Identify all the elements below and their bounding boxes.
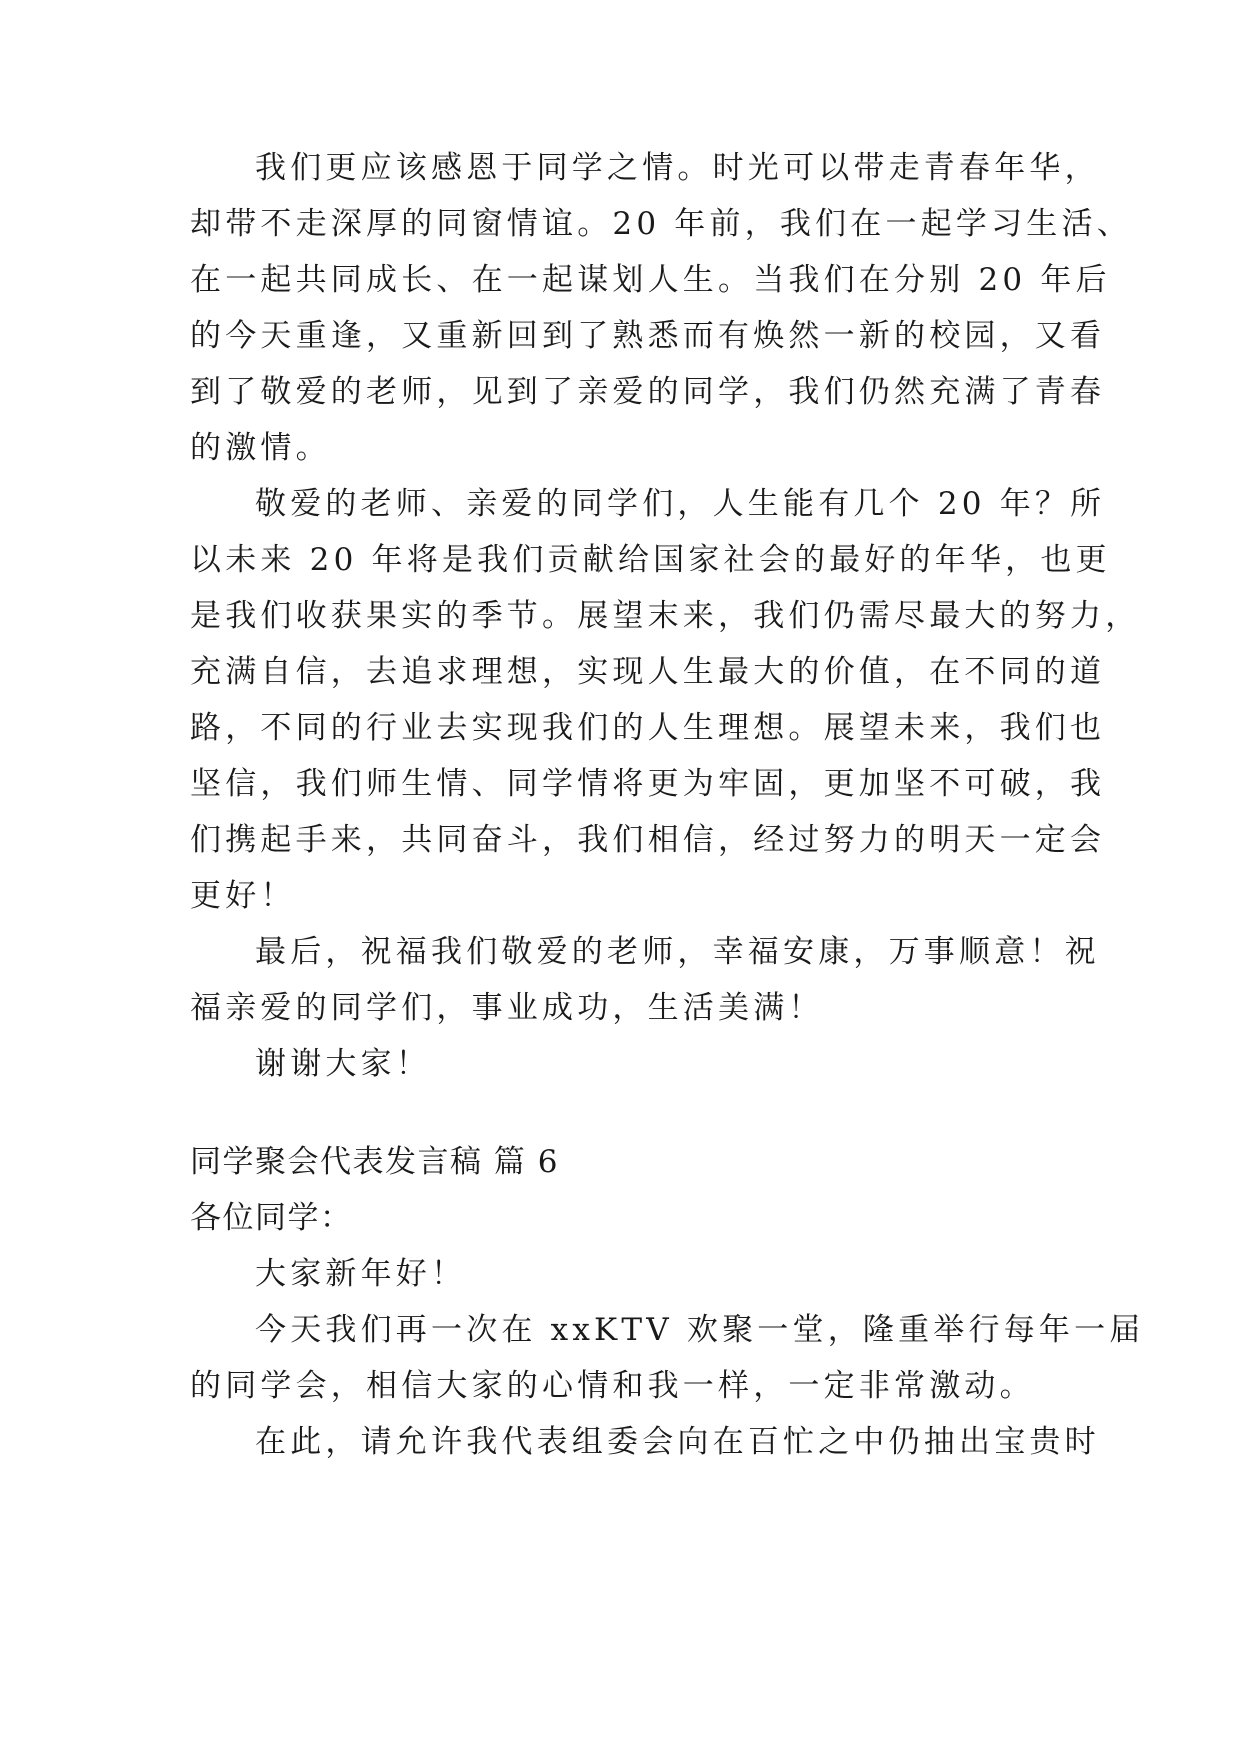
section-title: 同学聚会代表发言稿 篇 6 [190,1144,559,1180]
paragraph-1-line-5: 到了敬爱的老师，见到了亲爱的同学，我们仍然充满了青春 [190,374,1106,410]
paragraph-3-line-2: 福亲爱的同学们，事业成功，生活美满！ [190,990,824,1026]
paragraph-1-line-6: 的激情。 [190,430,331,466]
paragraph-2-line-7: 们携起手来，共同奋斗，我们相信，经过努力的明天一定会 [190,822,1106,858]
paragraph-1-line-2: 却带不走深厚的同窗情谊。20 年前，我们在一起学习生活、 [190,206,1132,242]
paragraph-1-line-1: 我们更应该感恩于同学之情。时光可以带走青春年华， [255,150,1100,186]
paragraph-2-line-4: 充满自信，去追求理想，实现人生最大的价值，在不同的道 [190,654,1106,690]
paragraph-2-line-1: 敬爱的老师、亲爱的同学们，人生能有几个 20 年？所 [255,486,1106,522]
paragraph-7-line-1: 在此，请允许我代表组委会向在百忙之中仍抽出宝贵时 [255,1424,1100,1460]
paragraph-1-line-4: 的今天重逢，又重新回到了熟悉而有焕然一新的校园，又看 [190,318,1106,354]
paragraph-6-line-2: 的同学会，相信大家的心情和我一样，一定非常激动。 [190,1368,1035,1404]
paragraph-3-line-1: 最后，祝福我们敬爱的老师，幸福安康，万事顺意！祝 [255,934,1100,970]
greeting-line: 大家新年好！ [255,1256,467,1292]
paragraph-1-line-3: 在一起共同成长、在一起谋划人生。当我们在分别 20 年后 [190,262,1111,298]
paragraph-2-line-2: 以未来 20 年将是我们贡献给国家社会的最好的年华，也更 [190,542,1111,578]
paragraph-2-line-8: 更好！ [190,878,296,914]
closing-thanks: 谢谢大家！ [255,1046,431,1082]
paragraph-2-line-6: 坚信，我们师生情、同学情将更为牢固，更加坚不可破，我 [190,766,1106,802]
paragraph-6-line-1: 今天我们再一次在 xxKTV 欢聚一堂，隆重举行每年一届 [255,1312,1145,1348]
salutation: 各位同学： [190,1200,353,1236]
paragraph-2-line-3: 是我们收获果实的季节。展望末来，我们仍需尽最大的努力， [190,598,1141,634]
paragraph-2-line-5: 路，不同的行业去实现我们的人生理想。展望未来，我们也 [190,710,1106,746]
